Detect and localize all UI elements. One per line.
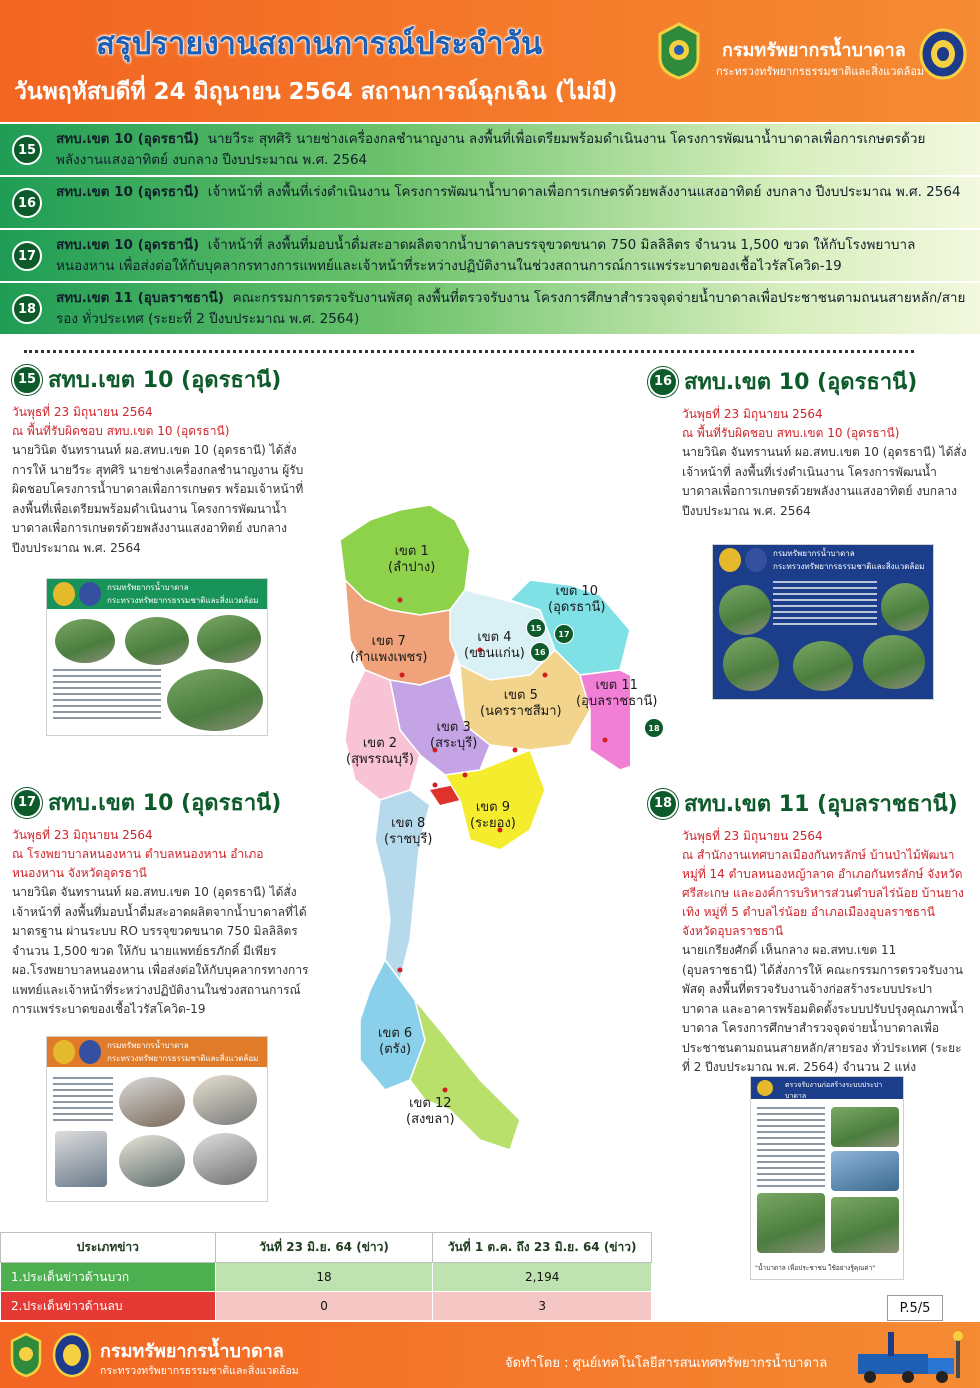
section-place: ณ โรงพยาบาลหนองหาน ตำบลหนองหาน อำเภอหนองหาน จังหวัดอุดรธานี — [12, 847, 264, 880]
seal-icon — [53, 582, 75, 606]
photo-image — [193, 1133, 257, 1185]
seal-icon — [79, 582, 101, 606]
department-seal-icon — [654, 22, 704, 80]
photo-header-text: ตรวจรับงานก่อสร้างระบบประปาบาดาล — [785, 1081, 883, 1100]
thailand-zone-map — [330, 500, 660, 1190]
photo-caption-text — [53, 1077, 113, 1121]
section-15 — [12, 362, 312, 558]
summary-text: นายวีระ สุทศิริ นายช่างเครื่องกลชำนาญงาน ลงพื้นที่เพื่อเตรียมพร้อมดำเนินงาน โครงการพัฒนาน้ำบาดาลเพื่อการเกษตรด้วยพลังงานแสงอาทิตย์ งบกลาง ปีงบประมาณ พ.ศ. 2564 — [56, 131, 926, 168]
map-pin-18: 18 — [644, 718, 664, 738]
zone-label: เขต 7 (กำแพงเพชร) — [350, 634, 428, 665]
seal-icon — [79, 1040, 101, 1064]
photo-image — [719, 585, 771, 635]
section-number-badge: 18 — [648, 789, 678, 819]
seal-icon — [757, 1080, 773, 1096]
page-number: P.5/5 — [887, 1295, 943, 1321]
section-place: ณ พื้นที่รับผิดชอบ สทบ.เขต 10 (อุดรธานี) — [682, 426, 900, 440]
map-pin-15: 15 — [526, 618, 546, 638]
header-ministry-name: กระทรวงทรัพยากรธรรมชาติและสิ่งแวดล้อม — [716, 65, 925, 78]
page-subtitle: วันพฤหัสบดีที่ 24 มิถุนายน 2564 สถานการณ์ฉุกเฉิน (ไม่มี) — [14, 79, 618, 105]
section-number-badge: 17 — [12, 788, 42, 818]
section-title: สทบ.เขต 10 (อุดรธานี) — [48, 368, 282, 393]
seal-icon — [719, 548, 741, 572]
section-date: วันพุธที่ 23 มิถุนายน 2564 — [682, 407, 823, 421]
section-17 — [12, 785, 310, 1020]
section-number-badge: 16 — [648, 367, 678, 397]
summary-list — [0, 124, 980, 336]
photo-collage-17: กรมทรัพยากรน้ำบาดาล กระทรวงทรัพยากรธรรมชาติและสิ่งแวดล้อม — [46, 1036, 268, 1202]
table-cell-value: 18 — [215, 1263, 433, 1292]
photo-image — [167, 669, 263, 731]
summary-org: สทบ.เขต 10 (อุดรธานี) — [56, 184, 200, 200]
ministry-seal-icon — [919, 28, 967, 80]
summary-org: สทบ.เขต 11 (อุบลราชธานี) — [56, 290, 224, 306]
photo-image — [757, 1193, 825, 1253]
summary-text: คณะกรรมการตรวจรับงานพัสดุ ลงพื้นที่ตรวจรับงาน โครงการศึกษาสำรวจจุดจ่ายน้ำบาดาลเพื่อประชาชนตามถนนสายหลัก/สายรอง ทั่วประเทศ (ระยะที่ 2 ปีงบประมาณ พ.ศ. 2564) — [56, 290, 966, 327]
table-header-cell: วันที่ 1 ต.ค. ถึง 23 มิ.ย. 64 (ข่าว) — [433, 1233, 652, 1263]
photo-image — [793, 641, 853, 691]
table-cell-value: 0 — [215, 1292, 433, 1321]
zone-label: เขต 11 (อุบลราชธานี) — [576, 678, 658, 709]
zone-label: เขต 8 (ราชบุรี) — [384, 816, 433, 847]
section-body: นายเกรียงศักดิ์ เห็นกลาง ผอ.สทบ.เขต 11 (อุบลราชธานี) ได้สั่งการให้ คณะกรรมการตรวจรับงานพัสดุ ลงพื้นที่ตรวจรับงานจ้างก่อสร้างระบบประปาบาดาล และอาคารพร้อมติดตั้งระบบปรับปรุงคุณภาพน้ำบาดาล โครงการศึกษาสำรวจจุดจ่ายน้ำบาดาลเพื่อประชาชนตามถนนสายหลัก/สายรอง ทั่วประเทศ (ระยะที่ 2 ปีงบประมาณ พ.ศ. 2564) จำนวน 2 แห่ง — [682, 943, 964, 1074]
header-dept-name: กรมทรัพยากรน้ำบาดาล — [722, 40, 906, 61]
photo-image — [863, 635, 925, 689]
zone-label: เขต 3 (สระบุรี) — [430, 720, 478, 751]
department-seal-icon — [8, 1332, 44, 1378]
table-row — [1, 1292, 652, 1321]
photo-caption-text — [773, 581, 877, 629]
footer-banner — [0, 1322, 980, 1388]
footer-produced-by: จัดทำโดย : ศูนย์เทคโนโลยีสารสนเทศทรัพยากรน้ำบาดาล — [505, 1356, 828, 1371]
photo-collage-18 — [750, 1076, 904, 1280]
map-pin-16: 16 — [530, 642, 550, 662]
table-header-cell: ประเภทข่าว — [1, 1233, 216, 1263]
summary-row — [0, 177, 980, 230]
zone-label: เขต 4 (ขอนแก่น) — [464, 630, 525, 661]
photo-image — [831, 1197, 899, 1253]
section-place: ณ สำนักงานเทศบาลเมืองกันทรลักษ์ บ้านป่าไม้พัฒนา หมู่ที่ 14 ตำบลหนองหญ้าลาด อำเภอกันทรลักษ์ จังหวัดศรีสะเกษ และองค์การบริหารส่วนตำบลไร่น้อย บ้านยางเทิง หมู่ที่ 5 ตำบลไร่น้อย อำเภอเมืองอุบลราชธานี จังหวัดอุบลราชธานี — [682, 848, 964, 938]
section-title: สทบ.เขต 11 (อุบลราชธานี) — [684, 792, 958, 817]
news-summary-table — [0, 1232, 652, 1321]
section-18 — [648, 786, 968, 1078]
summary-text: เจ้าหน้าที่ ลงพื้นที่เร่งดำเนินงาน โครงการพัฒนาน้ำบาดาลเพื่อการเกษตรด้วยพลังงานแสงอาทิตย์ งบกลาง ปีงบประมาณ พ.ศ. 2564 — [207, 184, 961, 200]
summary-org: สทบ.เขต 10 (อุดรธานี) — [56, 131, 200, 147]
dotted-divider — [24, 350, 914, 353]
photo-image — [55, 619, 115, 663]
table-header-cell: วันที่ 23 มิ.ย. 64 (ข่าว) — [215, 1233, 433, 1263]
photo-image — [831, 1107, 899, 1147]
map-pin-17: 17 — [554, 624, 574, 644]
photo-caption-text — [53, 669, 161, 723]
table-cell-label: 1.ประเด็นข่าวด้านบวก — [1, 1263, 216, 1292]
zone-label: เขต 1 (ลำปาง) — [388, 544, 436, 575]
photo-image — [55, 1131, 107, 1187]
photo-image — [119, 1077, 185, 1127]
section-title: สทบ.เขต 10 (อุดรธานี) — [684, 370, 918, 395]
section-title: สทบ.เขต 10 (อุดรธานี) — [48, 791, 282, 816]
summary-org: สทบ.เขต 10 (อุดรธานี) — [56, 237, 200, 253]
section-16 — [648, 364, 968, 521]
drilling-truck-icon — [848, 1330, 973, 1386]
zone-label: เขต 12 (สงขลา) — [406, 1096, 455, 1127]
summary-row — [0, 283, 980, 336]
photo-image — [125, 617, 189, 665]
page-title: สรุปรายงานสถานการณ์ประจำวัน — [96, 26, 543, 62]
photo-caption-text: "น้ำบาดาล เพื่อประชาชน ใช้อย่างรู้คุณค่า" — [755, 1264, 876, 1272]
photo-caption-text — [757, 1107, 825, 1187]
zone-label: เขต 6 (ตรัง) — [378, 1026, 413, 1057]
table-row — [1, 1263, 652, 1292]
section-place: ณ พื้นที่รับผิดชอบ สทบ.เขต 10 (อุดรธานี) — [12, 424, 230, 438]
section-date: วันพุธที่ 23 มิถุนายน 2564 — [12, 828, 153, 842]
section-body: นายวินิต จันทรานนท์ ผอ.สทบ.เขต 10 (อุดรธานี) ได้สั่งเจ้าหน้าที่ ลงพื้นที่มอบน้ำดื่มสะอาดผลิตจากน้ำบาดาลที่ได้มาตรฐาน ผ่านระบบ RO บรรจุขวดขนาด 750 มิลลิลิตร จำนวน 1,500 ขวด ให้กับ นายแพทย์ธรภักดิ์ มีเพียร ผอ.โรงพยาบาลหนองหาน เพื่อส่งต่อให้กับบุคลากรทางการแพทย์และเจ้าหน้าที่ระหว่างปฏิบัติงานในช่วงสถานการณ์การแพร่ระบาดของเชื้อไวรัสโควิด-19 — [12, 885, 309, 1016]
zone-label: เขต 5 (นครราชสีมา) — [480, 688, 562, 719]
photo-image — [831, 1151, 899, 1191]
summary-row — [0, 230, 980, 283]
summary-number-badge: 17 — [12, 241, 42, 271]
summary-row — [0, 124, 980, 177]
summary-number-badge: 15 — [12, 135, 42, 165]
summary-number-badge: 16 — [12, 188, 42, 218]
seal-icon — [53, 1040, 75, 1064]
photo-collage-15: กรมทรัพยากรน้ำบาดาล กระทรวงทรัพยากรธรรมชาติและสิ่งแวดล้อม — [46, 578, 268, 736]
footer-dept-name: กรมทรัพยากรน้ำบาดาล — [100, 1341, 284, 1362]
seal-icon — [745, 548, 767, 572]
table-cell-value: 3 — [433, 1292, 652, 1321]
footer-ministry-name: กระทรวงทรัพยากรธรรมชาติและสิ่งแวดล้อม — [100, 1365, 299, 1377]
section-body: นายวินิต จันทรานนท์ ผอ.สทบ.เขต 10 (อุดรธานี) ได้สั่งการให้ นายวีระ สุทศิริ นายช่างเครื่องกลชำนาญงาน ผู้รับผิดชอบโครงการน้ำบาดาลเพื่อการเกษตร พร้อมเจ้าหน้าที่ ลงพื้นที่เพื่อเตรียมพร้อมดำเนินงาน โครงการพัฒนาน้ำบาดาลเพื่อการเกษตรด้วยพลังงานแสงอาทิตย์ งบกลาง ปีงบประมาณ พ.ศ. 2564 — [12, 443, 304, 555]
ministry-seal-icon — [52, 1332, 92, 1378]
photo-image — [723, 637, 779, 691]
summary-text: เจ้าหน้าที่ ลงพื้นที่มอบน้ำดื่มสะอาดผลิตจากน้ำบาดาลบรรจุขวดขนาด 750 มิลลิลิตร จำนวน 1,500 ขวด ให้กับโรงพยาบาลหนองหาน เพื่อส่งต่อให้กับบุคลากรทางการแพทย์และเจ้าหน้าที่ระหว่างปฏิบัติงานในช่วงสถานการณ์การแพร่ระบาดของเชื้อไวรัสโควิด-19 — [56, 237, 916, 274]
zone-label: เขต 10 (อุดรธานี) — [548, 584, 606, 615]
section-body: นายวินิต จันทรานนท์ ผอ.สทบ.เขต 10 (อุดรธานี) ได้สั่งเจ้าหน้าที่ ลงพื้นที่เร่งดำเนินงาน โครงการพัฒนน้ำบาดาลเพื่อการเกษตรด้วยพลังงานแสงอาทิตย์ งบกลาง ปีงบประมาณ พ.ศ. 2564 — [682, 445, 967, 518]
summary-number-badge: 18 — [12, 294, 42, 324]
photo-image — [193, 1075, 257, 1125]
table-cell-value: 2,194 — [433, 1263, 652, 1292]
table-header-row — [1, 1233, 652, 1263]
table-cell-label: 2.ประเด็นข่าวด้านลบ — [1, 1292, 216, 1321]
section-date: วันพุธที่ 23 มิถุนายน 2564 — [682, 829, 823, 843]
section-number-badge: 15 — [12, 365, 42, 395]
photo-image — [881, 583, 929, 631]
header-banner — [0, 0, 980, 122]
photo-collage-16: กรมทรัพยากรน้ำบาดาล กระทรวงทรัพยากรธรรมชาติและสิ่งแวดล้อม — [712, 544, 934, 700]
photo-image — [197, 615, 261, 663]
zone-label: เขต 2 (สุพรรณบุรี) — [346, 736, 414, 767]
section-date: วันพุธที่ 23 มิถุนายน 2564 — [12, 405, 153, 419]
photo-image — [119, 1135, 185, 1187]
zone-label: เขต 9 (ระยอง) — [470, 800, 516, 831]
